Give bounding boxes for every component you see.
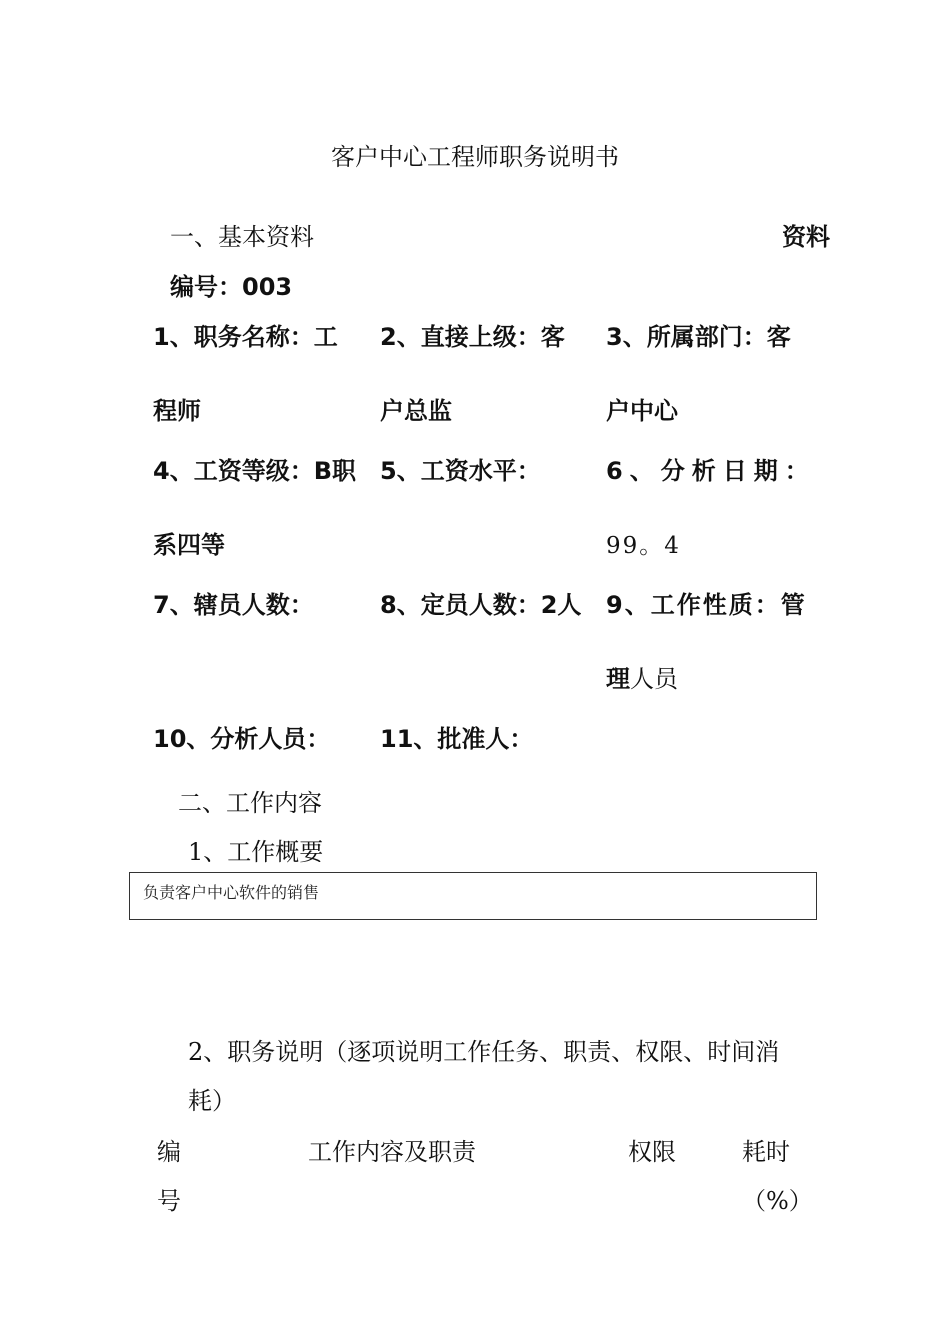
field-department-cont: 户中心 [606, 397, 678, 425]
work-summary-text: 负责客户中心软件的销售 [143, 883, 320, 902]
table-header-time-unit: （%） [742, 1187, 813, 1215]
table-header-authority: 权限 [628, 1138, 676, 1166]
field-department-label: 3、所属部门：客 [606, 323, 791, 351]
field-headcount-label: 8、定员人数：2人 [380, 591, 582, 619]
basic-info-heading-right: 资料 [782, 223, 830, 251]
field-analysis-date-label: 6、分析日期： [606, 457, 816, 485]
field-job-nature-cont-bold: 理 [606, 665, 630, 693]
duties-heading-cont: 耗） [188, 1087, 236, 1115]
field-job-title-label: 1、职务名称：工 [153, 323, 338, 351]
section-basic-info-heading: 一、基本资料 [170, 223, 314, 251]
field-salary-grade-cont: 系四等 [153, 531, 225, 559]
duties-heading: 2、职务说明（逐项说明工作任务、职责、权限、时间消 [188, 1038, 780, 1066]
field-supervisor-cont: 户总监 [380, 397, 452, 425]
table-header-content: 工作内容及职责 [308, 1138, 476, 1166]
field-salary-level-label: 5、工资水平： [380, 457, 541, 485]
field-analysis-date-value: 99。4 [606, 533, 681, 559]
field-supervisor-label: 2、直接上级：客 [380, 323, 565, 351]
section-work-content-heading: 二、工作内容 [178, 789, 322, 817]
document-number: 编号：003 [170, 273, 293, 301]
field-subordinates-label: 7、辖员人数： [153, 591, 314, 619]
table-header-number: 编 [157, 1138, 181, 1166]
work-summary-box [129, 872, 817, 920]
field-salary-grade-label: 4、工资等级：B职 [153, 457, 356, 485]
work-summary-heading: 1、工作概要 [188, 838, 324, 866]
table-header-time: 耗时 [742, 1138, 790, 1166]
field-job-title-cont: 程师 [153, 397, 201, 425]
field-job-nature-cont-plain: 人员 [630, 665, 678, 693]
field-approver-label: 11、批准人： [380, 725, 534, 753]
field-job-nature-label: 9、工作性质：管 [606, 591, 807, 619]
field-job-nature-cont [606, 659, 678, 694]
field-analyst-label: 10、分析人员： [153, 725, 331, 753]
table-header-number-cont: 号 [157, 1187, 181, 1215]
document-title: 客户中心工程师职务说明书 [331, 143, 619, 171]
